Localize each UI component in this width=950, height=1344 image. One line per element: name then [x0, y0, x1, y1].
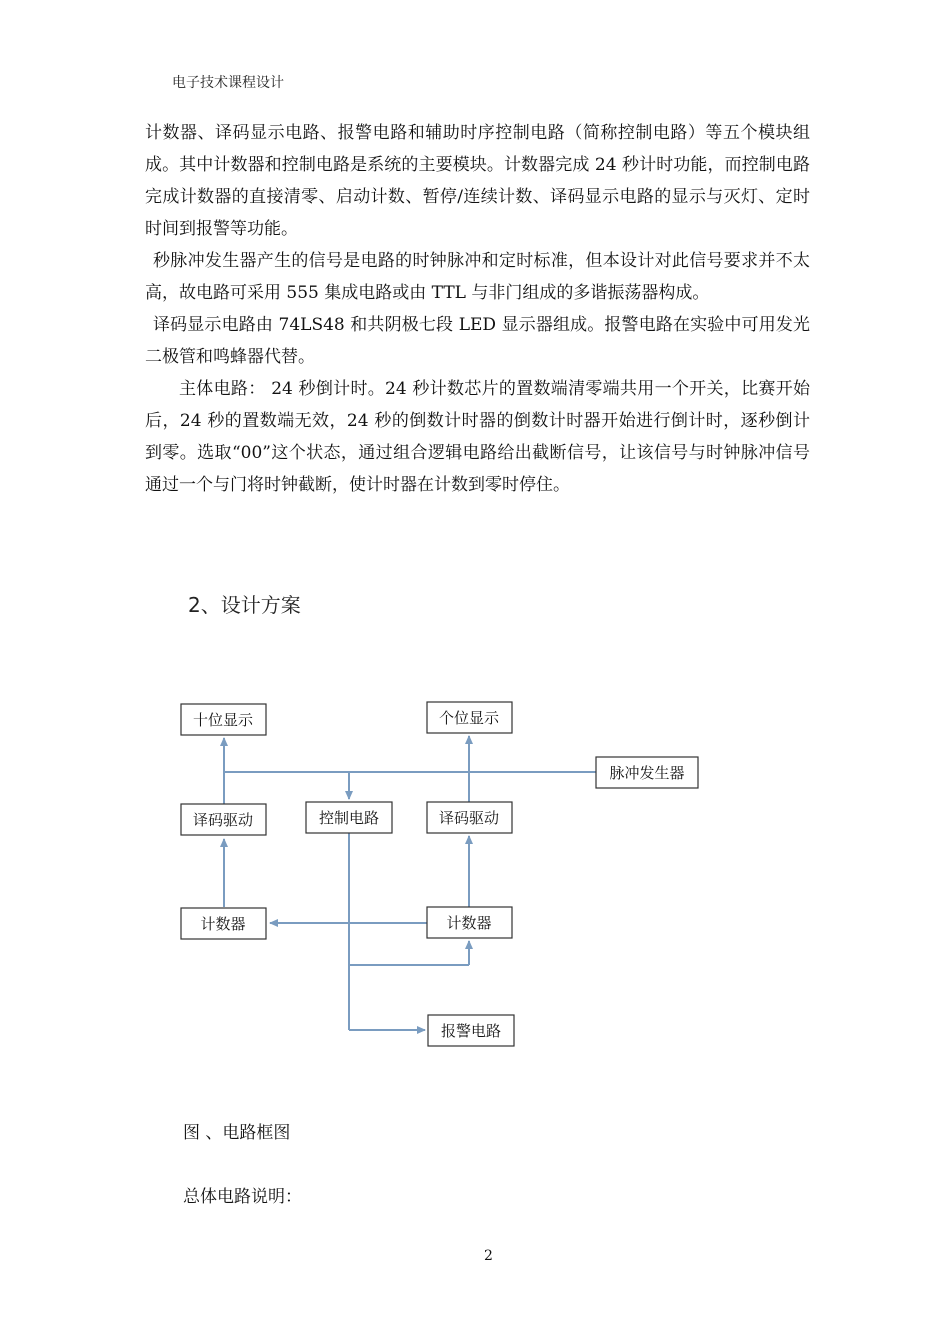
- decoder-right-label: 译码驱动: [438, 809, 500, 827]
- counter-right-label: 计数器: [446, 914, 492, 932]
- decoder-left-label: 译码驱动: [192, 811, 254, 829]
- ones-display-block: [427, 702, 512, 733]
- counter-left-block: [181, 908, 266, 939]
- alarm-circuit-block: [428, 1015, 514, 1046]
- decoder-right-block: [427, 802, 512, 833]
- page-number: 2: [484, 1248, 493, 1264]
- paragraph-modules: 计数器、译码显示电路、报警电路和辅助时序控制电路（简称控制电路）等五个模块组成。其中计数器和控制电路是系统的主要模块。计数器完成 24 秒计时功能，而控制电路完成计数器的直接清零、启动计数、暂停/连续计数、译码显示电路的显示与灭灯、定时时间到报警等功能。: [145, 123, 810, 239]
- figure-caption: 图 、电路框图: [183, 1123, 291, 1143]
- ones-display-label: 个位显示: [438, 709, 500, 727]
- paragraph-decoder: 译码显示电路由 74LS48 和共阴极七段 LED 显示器组成。报警电路在实验中可用发光二极管和鸣蜂器代替。: [145, 315, 810, 367]
- tens-display-block: [181, 704, 266, 735]
- control-circuit-label: 控制电路: [318, 809, 380, 827]
- page-header: 电子技术课程设计: [172, 75, 284, 91]
- paragraph-pulse: 秒脉冲发生器产生的信号是电路的时钟脉冲和定时标准，但本设计对此信号要求并不太高，故电路可采用 555 集成电路或由 TTL 与非门组成的多谐振荡器构成。: [145, 251, 810, 303]
- section-title: 2、设计方案: [188, 593, 301, 617]
- counter-left-label: 计数器: [200, 915, 246, 933]
- pulse-generator-label: 脉冲发生器: [609, 764, 685, 782]
- tens-display-label: 十位显示: [192, 711, 254, 729]
- paragraph-main-circuit: 主体电路： 24 秒倒计时。24 秒计数芯片的置数端清零端共用一个开关，比赛开始后，24 秒的置数端无效，24 秒的倒数计时器的倒数计时器开始进行倒计时，逐秒倒计到零。选取“00”这个状态，通过组合逻辑电路给出截断信号，让该信号与时钟脉冲信号通过一个与门将时钟截断，使计时器在计数到零时停住。: [145, 379, 810, 495]
- control-circuit-block: [306, 802, 392, 833]
- summary-label: 总体电路说明：: [183, 1187, 302, 1207]
- counter-right-block: [427, 907, 512, 938]
- decoder-left-block: [181, 804, 266, 835]
- connection-lines: [224, 736, 596, 1030]
- alarm-circuit-label: 报警电路: [440, 1022, 502, 1040]
- pulse-generator-block: [596, 757, 698, 788]
